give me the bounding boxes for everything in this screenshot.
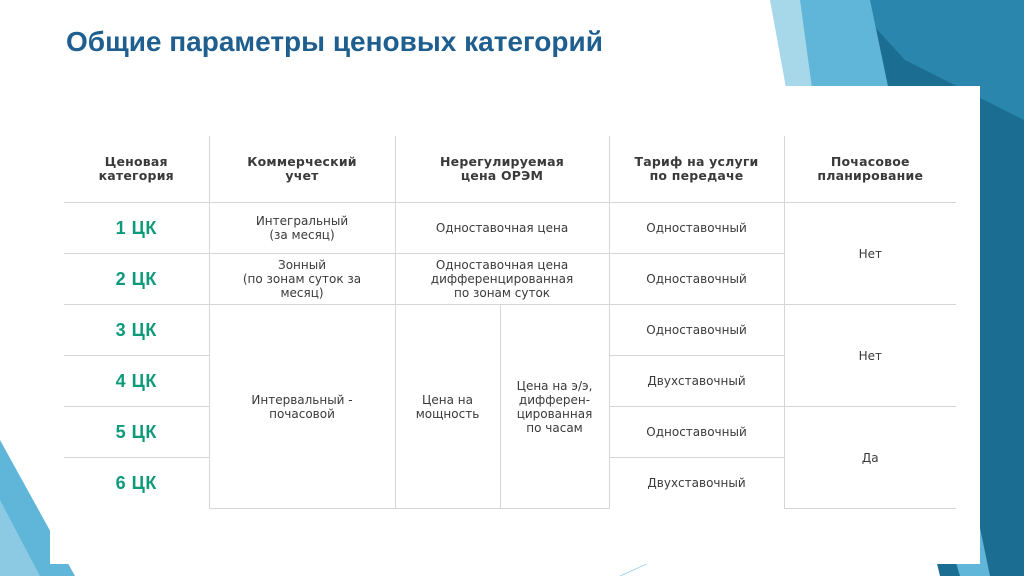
- metering-cell: Интегральный (за месяц): [209, 203, 395, 254]
- tariff-cell: Одноставочный: [609, 407, 784, 458]
- category-cell: 4 ЦК: [64, 356, 209, 407]
- tariff-cell: Одноставочный: [609, 305, 784, 356]
- tariff-cell: Одноставочный: [609, 254, 784, 305]
- price-cell: Одноставочная цена: [395, 203, 609, 254]
- tariff-cell: Одноставочный: [609, 203, 784, 254]
- page-title: Общие параметры ценовых категорий: [66, 26, 603, 57]
- tariff-cell: Двухставочный: [609, 458, 784, 509]
- planning-cell: Да: [784, 407, 956, 509]
- category-cell: 6 ЦК: [64, 458, 209, 509]
- tariff-cell: Двухставочный: [609, 356, 784, 407]
- price-category-table: [64, 136, 956, 509]
- header-tariff: Тариф на услуги по передаче: [609, 136, 784, 203]
- metering-cell: Интервальный - почасовой: [209, 305, 395, 509]
- header-category: Ценовая категория: [64, 136, 209, 203]
- content-panel: [50, 86, 980, 564]
- table-header-row: [64, 136, 956, 203]
- header-planning: Почасовое планирование: [784, 136, 956, 203]
- capacity-price-cell: Цена на мощность: [395, 305, 500, 509]
- planning-cell: Нет: [784, 203, 956, 305]
- price-cell: Одноставочная цена дифференцированная по зонам суток: [395, 254, 609, 305]
- category-cell: 5 ЦК: [64, 407, 209, 458]
- category-cell: 3 ЦК: [64, 305, 209, 356]
- category-cell: 2 ЦК: [64, 254, 209, 305]
- header-price: Нерегулируемая цена ОРЭМ: [395, 136, 609, 203]
- table-row: [64, 203, 956, 254]
- table-row: [64, 305, 956, 356]
- metering-cell: Зонный (по зонам суток за месяц): [209, 254, 395, 305]
- energy-price-cell: Цена на э/э, дифферен- цированная по часам: [500, 305, 609, 509]
- category-cell: 1 ЦК: [64, 203, 209, 254]
- header-metering: Коммерческий учет: [209, 136, 395, 203]
- planning-cell: Нет: [784, 305, 956, 407]
